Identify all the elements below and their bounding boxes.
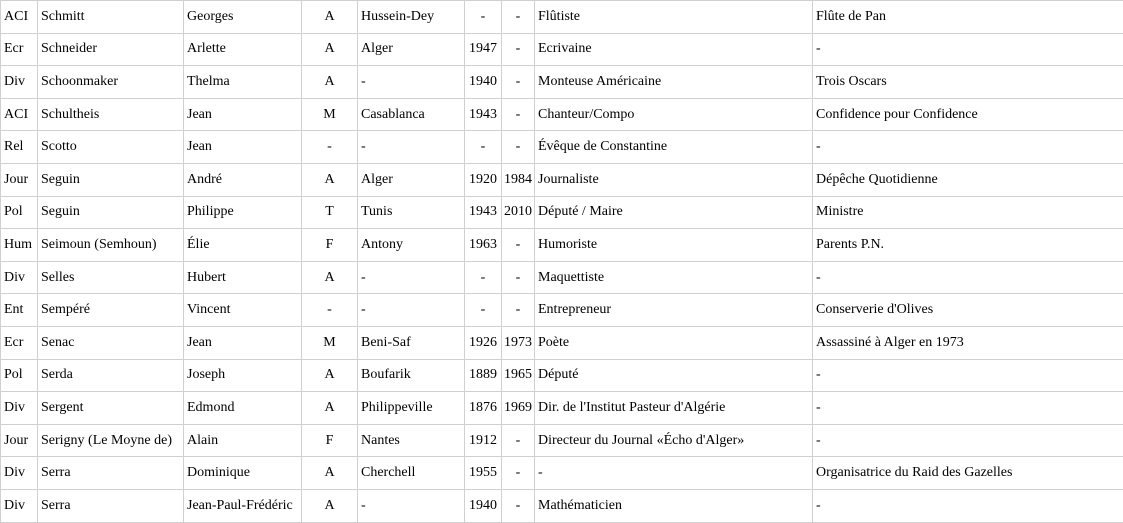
origin-code-cell: T: [302, 196, 358, 229]
note-cell: -: [813, 489, 1123, 522]
note-cell: -: [813, 392, 1123, 425]
birth-year-cell: -: [465, 131, 502, 164]
table-row: [1, 326, 1123, 359]
profession-cell: Dir. de l'Institut Pasteur d'Algérie: [535, 392, 813, 425]
surname-cell: Sergent: [38, 392, 184, 425]
note-cell: -: [813, 33, 1123, 66]
death-year-cell: 1969: [502, 392, 535, 425]
death-year-cell: -: [502, 229, 535, 262]
birth-year-cell: 1912: [465, 424, 502, 457]
table-row: [1, 261, 1123, 294]
table-row: [1, 196, 1123, 229]
table-row: [1, 131, 1123, 164]
death-year-cell: -: [502, 457, 535, 490]
profession-cell: Mathématicien: [535, 489, 813, 522]
birthplace-cell: Tunis: [358, 196, 465, 229]
birth-year-cell: 1876: [465, 392, 502, 425]
table-row: [1, 229, 1123, 262]
first-name-cell: Dominique: [184, 457, 302, 490]
table-row: [1, 392, 1123, 425]
profession-cell: Humoriste: [535, 229, 813, 262]
first-name-cell: Edmond: [184, 392, 302, 425]
death-year-cell: -: [502, 33, 535, 66]
birthplace-cell: Beni-Saf: [358, 326, 465, 359]
birthplace-cell: Hussein-Dey: [358, 1, 465, 34]
category-cell: Rel: [1, 131, 38, 164]
birth-year-cell: -: [465, 261, 502, 294]
origin-code-cell: A: [302, 457, 358, 490]
first-name-cell: Georges: [184, 1, 302, 34]
death-year-cell: 1973: [502, 326, 535, 359]
birthplace-cell: Nantes: [358, 424, 465, 457]
category-cell: Div: [1, 392, 38, 425]
surname-cell: Schoonmaker: [38, 66, 184, 99]
surname-cell: Schmitt: [38, 1, 184, 34]
category-cell: ACI: [1, 98, 38, 131]
birthplace-cell: -: [358, 66, 465, 99]
surname-cell: Schultheis: [38, 98, 184, 131]
origin-code-cell: -: [302, 294, 358, 327]
note-cell: Ministre: [813, 196, 1123, 229]
note-cell: -: [813, 424, 1123, 457]
profession-cell: Journaliste: [535, 163, 813, 196]
birthplace-cell: Antony: [358, 229, 465, 262]
category-cell: ACI: [1, 1, 38, 34]
first-name-cell: Philippe: [184, 196, 302, 229]
birth-year-cell: 1940: [465, 489, 502, 522]
origin-code-cell: M: [302, 326, 358, 359]
category-cell: Div: [1, 457, 38, 490]
birth-year-cell: 1926: [465, 326, 502, 359]
death-year-cell: 1965: [502, 359, 535, 392]
first-name-cell: Vincent: [184, 294, 302, 327]
note-cell: Dépêche Quotidienne: [813, 163, 1123, 196]
surname-cell: Serda: [38, 359, 184, 392]
note-cell: Assassiné à Alger en 1973: [813, 326, 1123, 359]
profession-cell: -: [535, 457, 813, 490]
origin-code-cell: A: [302, 261, 358, 294]
birth-year-cell: -: [465, 294, 502, 327]
profession-cell: Évêque de Constantine: [535, 131, 813, 164]
birthplace-cell: -: [358, 489, 465, 522]
birthplace-cell: Alger: [358, 163, 465, 196]
first-name-cell: Joseph: [184, 359, 302, 392]
birth-year-cell: -: [465, 1, 502, 34]
birth-year-cell: 1943: [465, 98, 502, 131]
table-row: [1, 359, 1123, 392]
profession-cell: Maquettiste: [535, 261, 813, 294]
origin-code-cell: F: [302, 229, 358, 262]
birthplace-cell: -: [358, 131, 465, 164]
birth-year-cell: 1955: [465, 457, 502, 490]
birthplace-cell: -: [358, 294, 465, 327]
profession-cell: Flûtiste: [535, 1, 813, 34]
origin-code-cell: A: [302, 489, 358, 522]
note-cell: -: [813, 359, 1123, 392]
category-cell: Pol: [1, 196, 38, 229]
death-year-cell: -: [502, 131, 535, 164]
first-name-cell: André: [184, 163, 302, 196]
origin-code-cell: A: [302, 66, 358, 99]
death-year-cell: -: [502, 424, 535, 457]
surname-cell: Serra: [38, 489, 184, 522]
surname-cell: Sempéré: [38, 294, 184, 327]
category-cell: Div: [1, 489, 38, 522]
origin-code-cell: A: [302, 163, 358, 196]
surname-cell: Schneider: [38, 33, 184, 66]
table-body: [1, 1, 1123, 523]
surname-cell: Selles: [38, 261, 184, 294]
table-row: [1, 294, 1123, 327]
death-year-cell: -: [502, 1, 535, 34]
birthplace-cell: Philippeville: [358, 392, 465, 425]
table-row: [1, 33, 1123, 66]
surname-cell: Scotto: [38, 131, 184, 164]
birth-year-cell: 1943: [465, 196, 502, 229]
birth-year-cell: 1947: [465, 33, 502, 66]
category-cell: Ecr: [1, 326, 38, 359]
death-year-cell: -: [502, 66, 535, 99]
note-cell: Organisatrice du Raid des Gazelles: [813, 457, 1123, 490]
first-name-cell: Hubert: [184, 261, 302, 294]
profession-cell: Poète: [535, 326, 813, 359]
profession-cell: Entrepreneur: [535, 294, 813, 327]
death-year-cell: -: [502, 489, 535, 522]
death-year-cell: 1984: [502, 163, 535, 196]
surname-cell: Serigny (Le Moyne de): [38, 424, 184, 457]
profession-cell: Monteuse Américaine: [535, 66, 813, 99]
birth-year-cell: 1889: [465, 359, 502, 392]
birthplace-cell: Boufarik: [358, 359, 465, 392]
first-name-cell: Jean: [184, 131, 302, 164]
birthplace-cell: Casablanca: [358, 98, 465, 131]
origin-code-cell: A: [302, 392, 358, 425]
birth-year-cell: 1920: [465, 163, 502, 196]
origin-code-cell: A: [302, 359, 358, 392]
death-year-cell: -: [502, 98, 535, 131]
table-row: [1, 163, 1123, 196]
profession-cell: Directeur du Journal «Écho d'Alger»: [535, 424, 813, 457]
origin-code-cell: F: [302, 424, 358, 457]
note-cell: Parents P.N.: [813, 229, 1123, 262]
profession-cell: Député / Maire: [535, 196, 813, 229]
profession-cell: Député: [535, 359, 813, 392]
surname-cell: Seguin: [38, 163, 184, 196]
origin-code-cell: M: [302, 98, 358, 131]
birthplace-cell: Alger: [358, 33, 465, 66]
profession-cell: Chanteur/Compo: [535, 98, 813, 131]
table-row: [1, 66, 1123, 99]
table-row: [1, 1, 1123, 34]
category-cell: Div: [1, 66, 38, 99]
origin-code-cell: A: [302, 33, 358, 66]
category-cell: Hum: [1, 229, 38, 262]
first-name-cell: Jean: [184, 326, 302, 359]
surname-cell: Seguin: [38, 196, 184, 229]
surname-cell: Seimoun (Semhoun): [38, 229, 184, 262]
first-name-cell: Élie: [184, 229, 302, 262]
category-cell: Jour: [1, 424, 38, 457]
note-cell: Confidence pour Confidence: [813, 98, 1123, 131]
origin-code-cell: A: [302, 1, 358, 34]
category-cell: Ecr: [1, 33, 38, 66]
note-cell: -: [813, 131, 1123, 164]
profession-cell: Ecrivaine: [535, 33, 813, 66]
category-cell: Jour: [1, 163, 38, 196]
birth-year-cell: 1940: [465, 66, 502, 99]
table-row: [1, 489, 1123, 522]
note-cell: Conserverie d'Olives: [813, 294, 1123, 327]
death-year-cell: -: [502, 261, 535, 294]
surname-cell: Serra: [38, 457, 184, 490]
table-row: [1, 98, 1123, 131]
surname-cell: Senac: [38, 326, 184, 359]
birthplace-cell: Cherchell: [358, 457, 465, 490]
note-cell: Flûte de Pan: [813, 1, 1123, 34]
first-name-cell: Thelma: [184, 66, 302, 99]
first-name-cell: Arlette: [184, 33, 302, 66]
death-year-cell: -: [502, 294, 535, 327]
origin-code-cell: -: [302, 131, 358, 164]
table-row: [1, 424, 1123, 457]
category-cell: Ent: [1, 294, 38, 327]
death-year-cell: 2010: [502, 196, 535, 229]
table-row: [1, 457, 1123, 490]
first-name-cell: Jean: [184, 98, 302, 131]
first-name-cell: Jean-Paul-Frédéric: [184, 489, 302, 522]
note-cell: -: [813, 261, 1123, 294]
first-name-cell: Alain: [184, 424, 302, 457]
category-cell: Div: [1, 261, 38, 294]
birthplace-cell: -: [358, 261, 465, 294]
note-cell: Trois Oscars: [813, 66, 1123, 99]
category-cell: Pol: [1, 359, 38, 392]
birth-year-cell: 1963: [465, 229, 502, 262]
